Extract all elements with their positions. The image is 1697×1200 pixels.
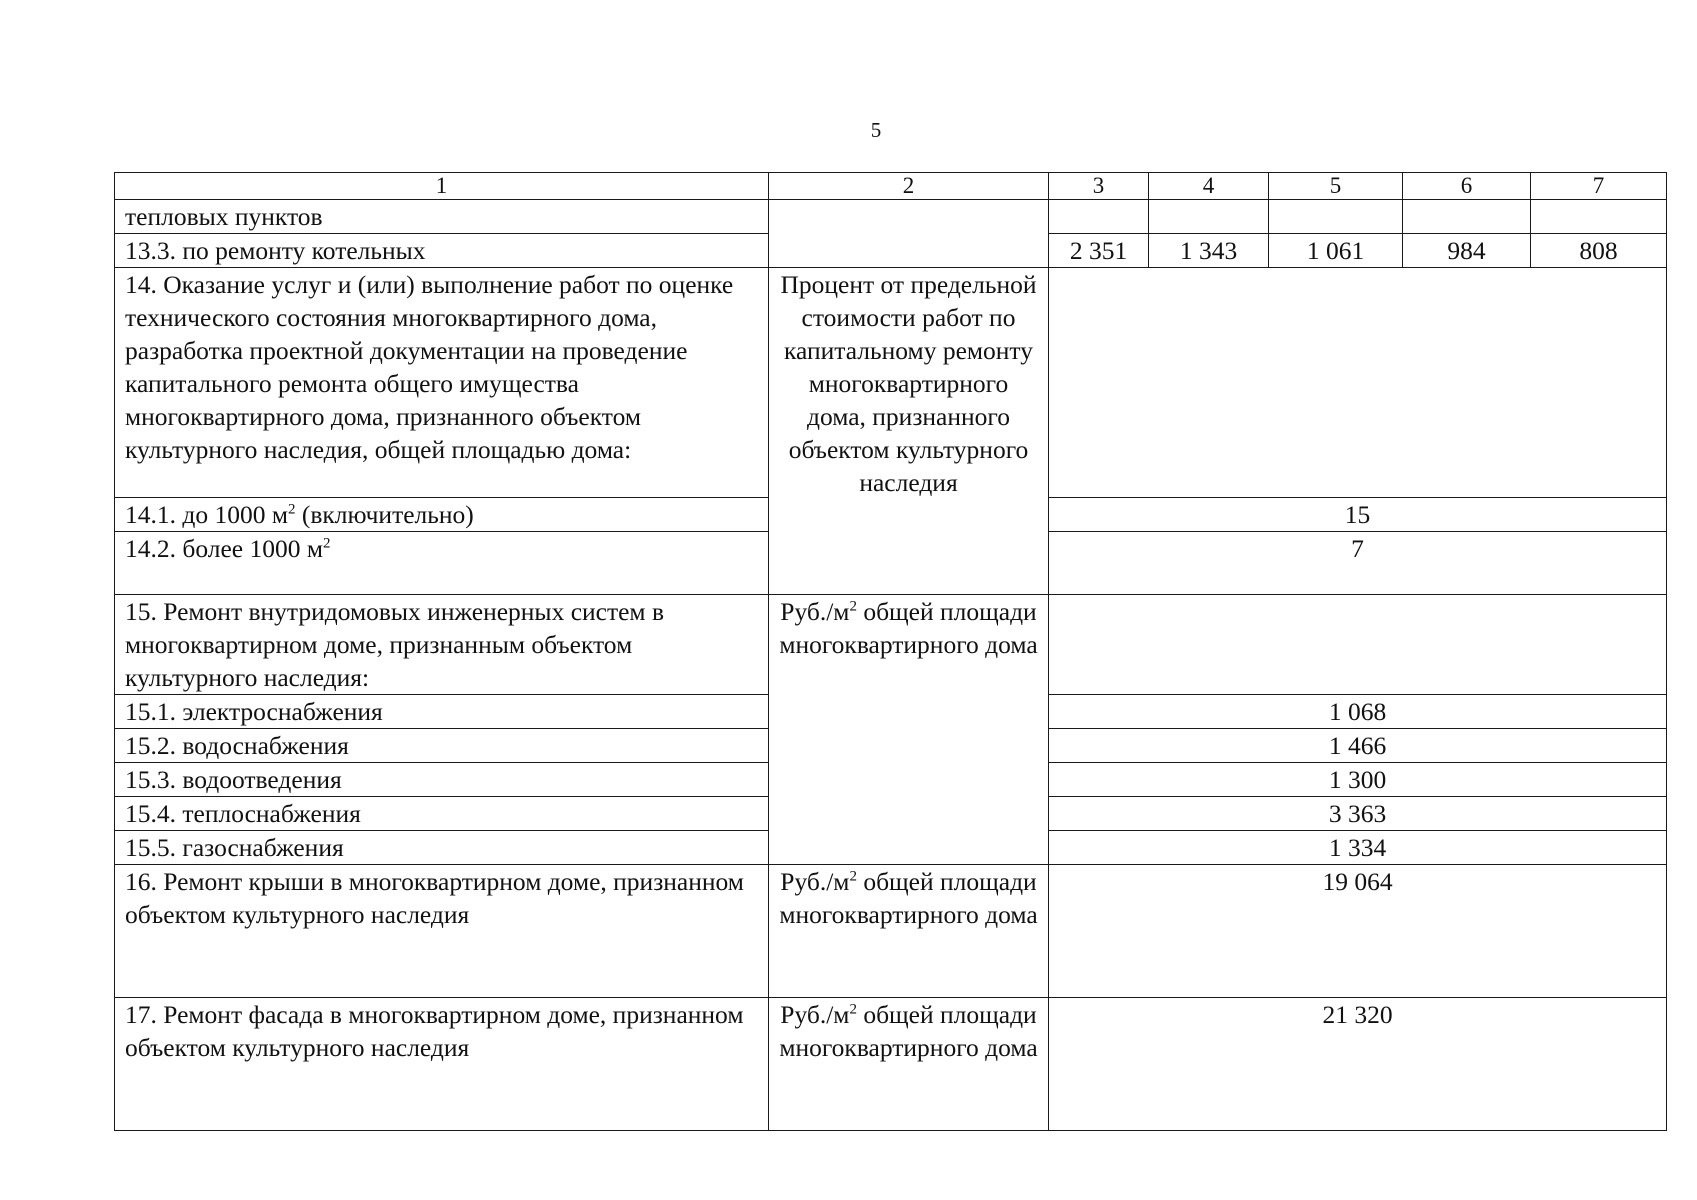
table-row: [115, 200, 1667, 234]
value-cell: 1 068: [1049, 695, 1667, 729]
table-row: [115, 595, 1667, 695]
value-cell: 7: [1049, 532, 1667, 595]
page-number: 5: [870, 118, 882, 142]
row-unit: $Руб./м^2$ общей площади многоквартирного дома: [769, 865, 1049, 998]
tariff-table: [114, 172, 1667, 1131]
row-label: 15.1. электроснабжения: [115, 695, 769, 729]
row-label: 15.5. газоснабжения: [115, 831, 769, 865]
row-unit: $Руб./м^2$ общей площади многоквартирного дома: [769, 998, 1049, 1131]
table-row: [115, 268, 1667, 498]
row-label: 15.3. водоотведения: [115, 763, 769, 797]
value-cell: 19 064: [1049, 865, 1667, 998]
row-label: 14. Оказание услуг и (или) выполнение работ по оценке технического состояния многоквартирного дома, разработка проектной документации на проведение капитального ремонта общего имущества многоквартирного дома, признанного объектом культурного наследия, общей площадью дома:: [115, 268, 769, 498]
value-cell: [1531, 200, 1667, 234]
value-cell: 1 466: [1049, 729, 1667, 763]
value-cell: [1149, 200, 1269, 234]
row-label: 13.3. по ремонту котельных: [115, 234, 769, 268]
header-col-7: 7: [1531, 173, 1667, 200]
row-label: 15.4. теплоснабжения: [115, 797, 769, 831]
row-label: 15.2. водоснабжения: [115, 729, 769, 763]
header-col-5: 5: [1269, 173, 1403, 200]
header-col-1: 1: [115, 173, 769, 200]
row-label: тепловых пунктов: [115, 200, 769, 234]
value-cell: 1 343: [1149, 234, 1269, 268]
value-cell: [1403, 200, 1531, 234]
value-cell: [1049, 200, 1149, 234]
value-cell: 808: [1531, 234, 1667, 268]
header-row: [115, 173, 1667, 200]
header-col-4: 4: [1149, 173, 1269, 200]
value-cell: 2 351: [1049, 234, 1149, 268]
row-unit: $Руб./м^2$ общей площади многоквартирного дома: [769, 595, 1049, 865]
value-cell: 1 334: [1049, 831, 1667, 865]
value-cell: 1 061: [1269, 234, 1403, 268]
row-unit: Процент от предельной стоимости работ по капитальному ремонту многоквартирного дома, признанного объектом культурного наследия: [769, 268, 1049, 595]
row-label: 14.2. более 1000 $м^2$: [115, 532, 769, 595]
row-unit-empty: [769, 200, 1049, 268]
row-label: 14.1. до 1000 $м^2$ (включительно): [115, 498, 769, 532]
value-cell: [1269, 200, 1403, 234]
header-col-6: 6: [1403, 173, 1531, 200]
value-cell: [1049, 268, 1667, 498]
value-cell: 1 300: [1049, 763, 1667, 797]
value-cell: [1049, 595, 1667, 695]
value-cell: 21 320: [1049, 998, 1667, 1131]
row-label: 17. Ремонт фасада в многоквартирном доме, признанном объектом культурного наследия: [115, 998, 769, 1131]
table-row: [115, 865, 1667, 998]
header-col-3: 3: [1049, 173, 1149, 200]
value-cell: 984: [1403, 234, 1531, 268]
header-col-2: 2: [769, 173, 1049, 200]
row-label: 16. Ремонт крыши в многоквартирном доме, признанном объектом культурного наследия: [115, 865, 769, 998]
value-cell: 3 363: [1049, 797, 1667, 831]
table-row: [115, 998, 1667, 1131]
row-label: 15. Ремонт внутридомовых инженерных систем в многоквартирном доме, признанным объектом культурного наследия:: [115, 595, 769, 695]
value-cell: 15: [1049, 498, 1667, 532]
